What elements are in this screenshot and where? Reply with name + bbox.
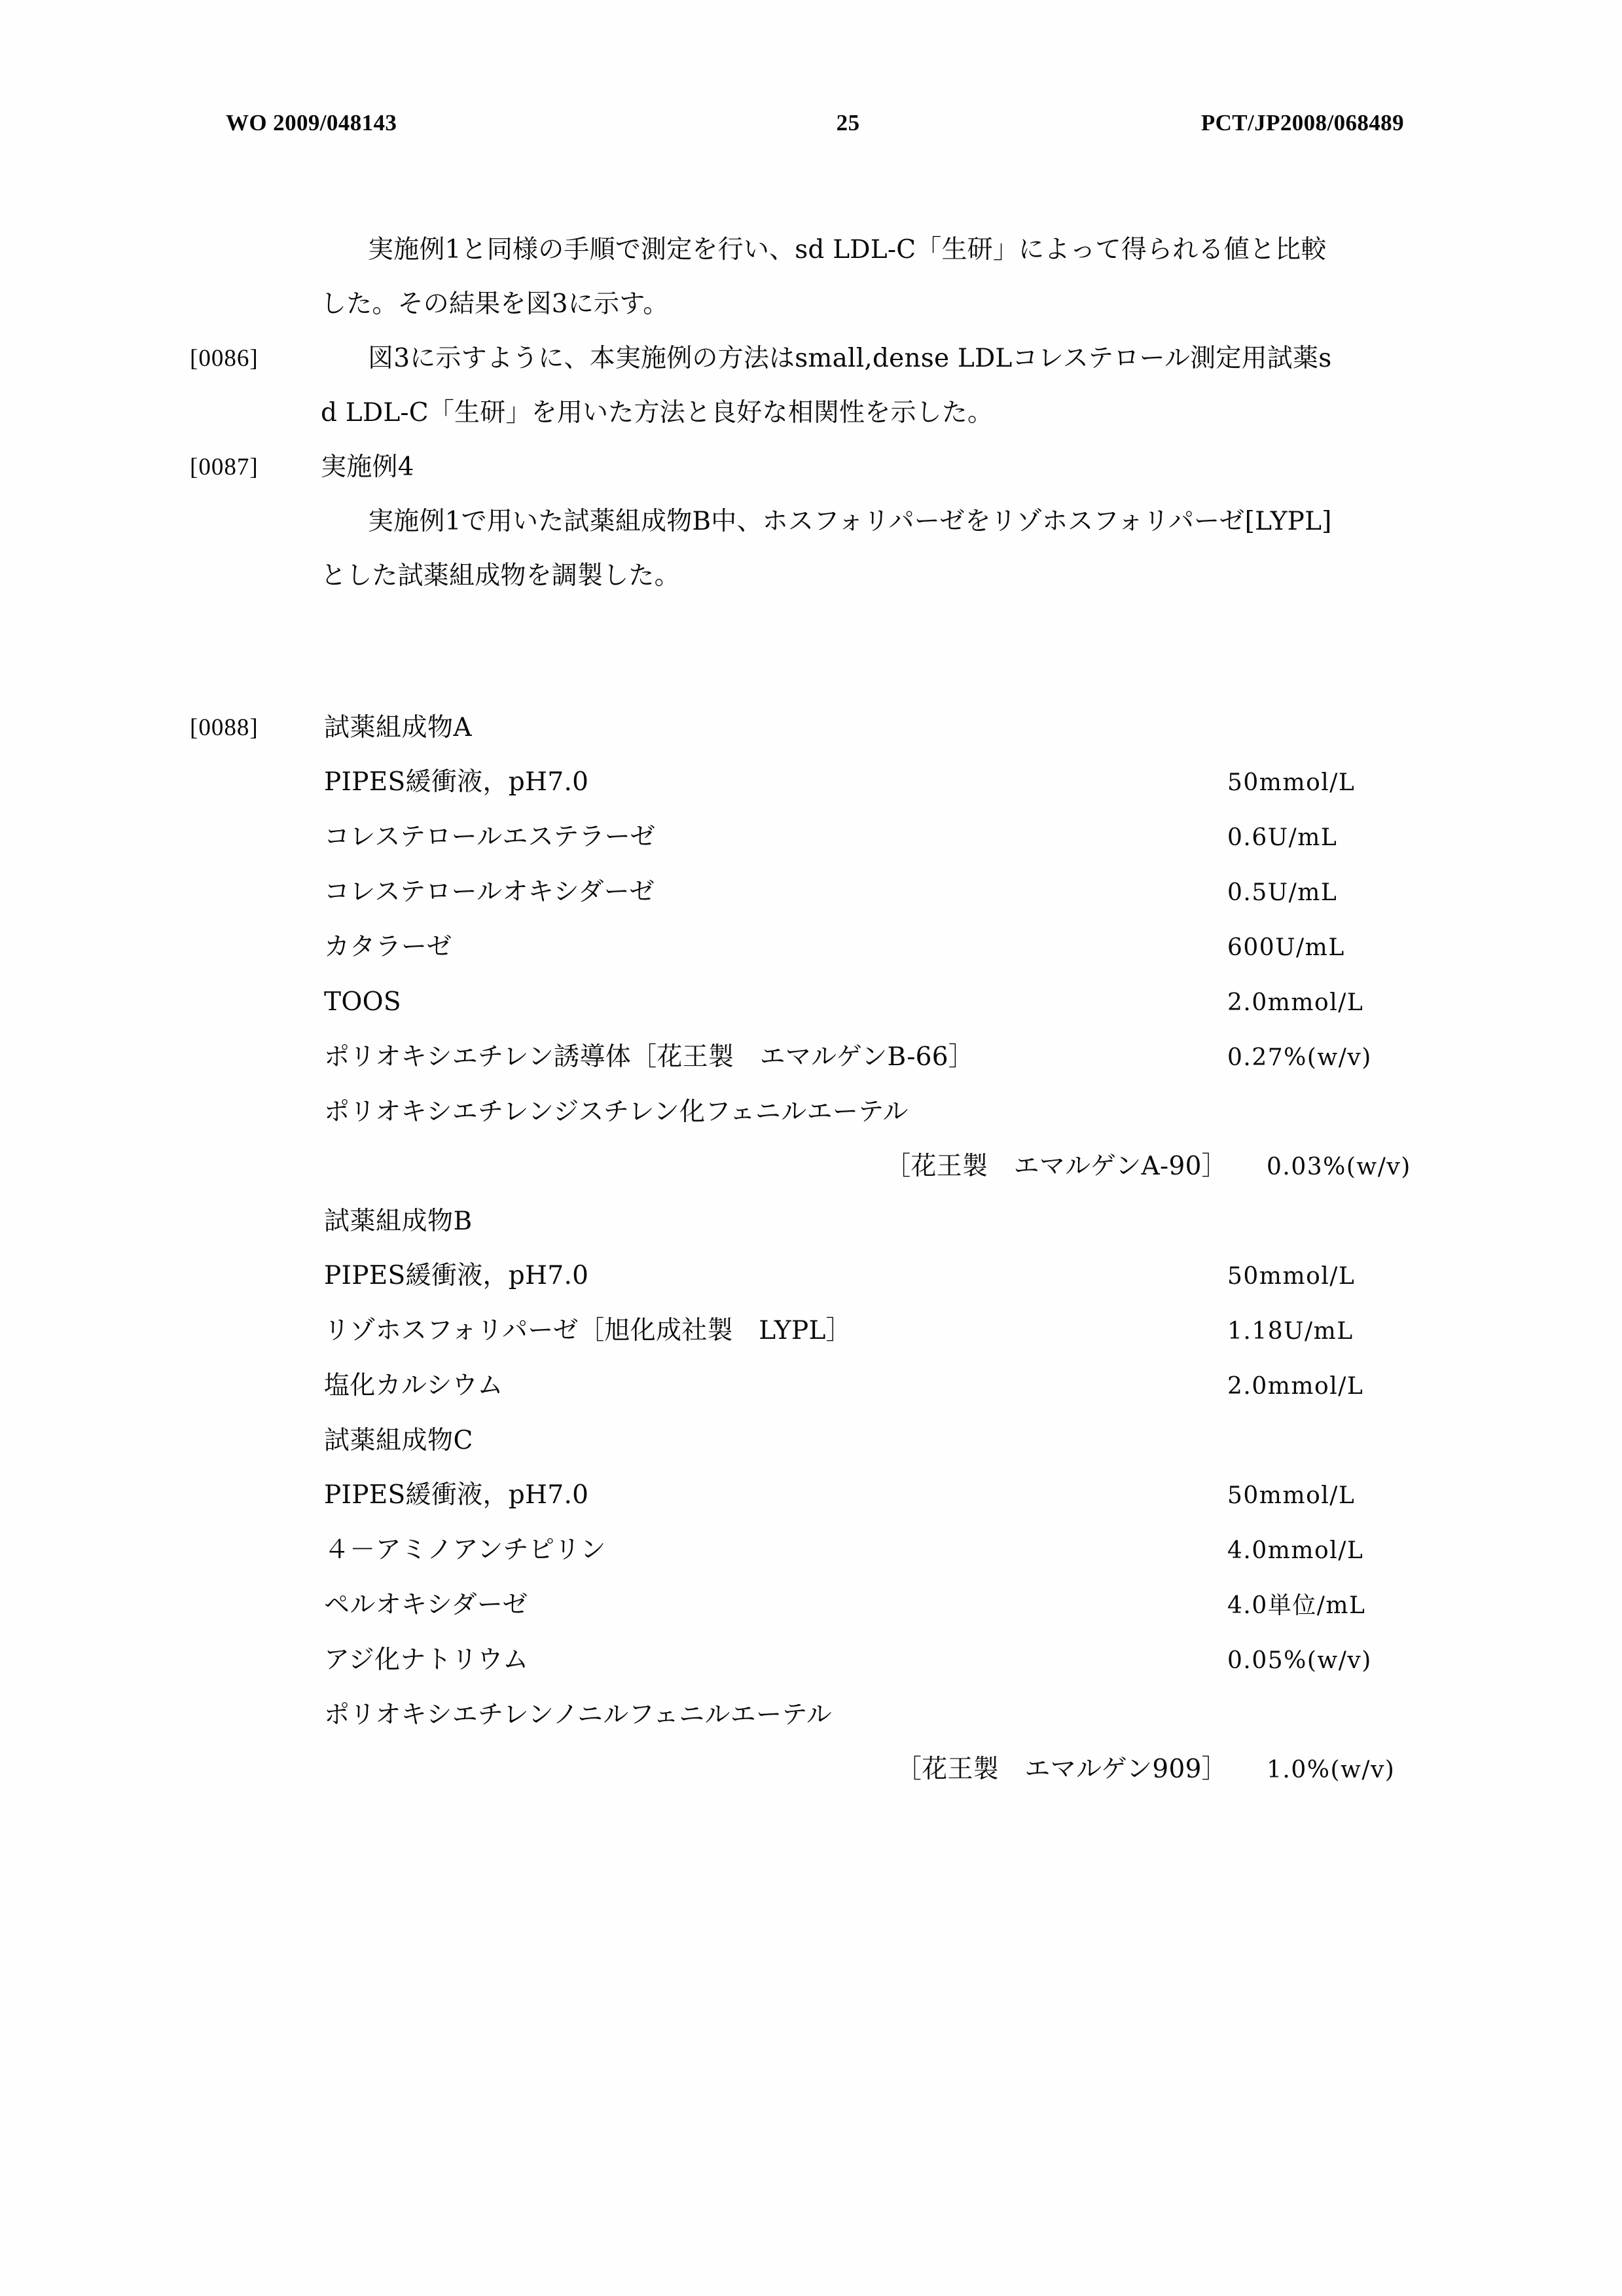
composition-row	[324, 975, 1466, 1030]
composition-component-name: ポリオキシエチレンノニルフェニルエーテル	[324, 1700, 833, 1730]
composition-row	[324, 1742, 1466, 1797]
running-header	[226, 110, 1404, 136]
composition-title: 試薬組成物C	[324, 1426, 473, 1455]
paragraph-0086-number: [0086]	[190, 345, 259, 372]
composition-component-value: 50mmol/L	[1227, 1263, 1356, 1290]
composition-title: 試薬組成物B	[324, 1207, 473, 1236]
composition-component-value: 1.18U/mL	[1227, 1318, 1354, 1345]
composition-component-value: 2.0mmol/L	[1227, 1373, 1364, 1400]
composition-row	[324, 1468, 1466, 1523]
composition-component-name: PIPES緩衝液，pH7.0	[324, 1261, 589, 1290]
page-number: 25	[836, 110, 860, 136]
composition-component-name: PIPES緩衝液，pH7.0	[324, 767, 589, 797]
composition-row	[324, 920, 1466, 975]
paragraph-0087-line-2: 実施例1で用いた試薬組成物B中、ホスフォリパーゼをリゾホスフォリパーゼ[LYPL]	[368, 507, 1332, 536]
composition-component-value: 0.5U/mL	[1227, 879, 1338, 906]
paragraph-0087	[190, 440, 1447, 603]
composition-row	[324, 1523, 1466, 1578]
composition-component-name: コレステロールオキシダーゼ	[324, 877, 655, 907]
composition-component-name: ４－アミノアンチピリン	[324, 1535, 606, 1565]
composition-component-name: アジ化ナトリウム	[324, 1645, 529, 1675]
composition-row	[324, 810, 1466, 865]
paragraph-0088-number: [0088]	[190, 714, 259, 741]
composition-component-value: 50mmol/L	[1227, 769, 1356, 796]
paragraph-intro-line-1: 実施例1と同様の手順で測定を行い、sd LDL-C「生研」によって得られる値と比較	[368, 235, 1327, 264]
paragraph-0086-line-1: 図3に示すように、本実施例の方法はsmall,dense LDLコレステロール測定用試薬s	[368, 344, 1332, 373]
composition-component-name: ［花王製 エマルゲン909］	[895, 1755, 1227, 1784]
reagent-composition-listing	[190, 701, 1466, 1797]
composition-component-name: ポリオキシエチレン誘導体［花王製 エマルゲンB-66］	[324, 1042, 975, 1072]
composition-rows	[324, 701, 1466, 1797]
composition-component-name: リゾホスフォリパーゼ［旭化成社製 LYPL］	[324, 1316, 852, 1345]
paragraph-0087-line-1: 実施例4	[321, 452, 414, 482]
composition-row	[324, 1633, 1466, 1688]
composition-component-value: 0.03%(w/v)	[1267, 1154, 1411, 1180]
paragraph-0087-line-3: とした試薬組成物を調製した。	[321, 561, 680, 591]
composition-component-name: PIPES緩衝液，pH7.0	[324, 1480, 589, 1510]
paragraph-0086	[190, 331, 1447, 440]
composition-component-name: ポリオキシエチレンジスチレン化フェニルエーテル	[324, 1097, 909, 1127]
composition-row	[324, 1030, 1466, 1085]
composition-row	[324, 755, 1466, 810]
composition-row	[324, 865, 1466, 920]
composition-component-value: 600U/mL	[1227, 934, 1345, 961]
composition-component-value: 2.0mmol/L	[1227, 989, 1364, 1016]
composition-component-value: 4.0単位/mL	[1227, 1592, 1366, 1619]
paragraph-intro-line-2: した。その結果を図3に示す。	[321, 289, 669, 319]
composition-row	[324, 1578, 1466, 1633]
composition-component-name: カタラーゼ	[324, 932, 452, 962]
document-body	[190, 223, 1447, 603]
composition-row	[324, 1085, 1466, 1139]
composition-component-name: ［花王製 エマルゲンA-90］	[885, 1152, 1227, 1181]
composition-row	[324, 1248, 1466, 1303]
composition-row	[324, 1688, 1466, 1742]
composition-component-value: 0.05%(w/v)	[1227, 1647, 1372, 1674]
composition-component-name: 塩化カルシウム	[324, 1371, 503, 1400]
composition-component-name: コレステロールエステラーゼ	[324, 822, 656, 852]
publication-number: WO 2009/048143	[226, 110, 397, 136]
composition-component-value: 0.6U/mL	[1227, 824, 1338, 851]
composition-row	[324, 1303, 1466, 1358]
paragraph-intro	[190, 223, 1447, 331]
application-number: PCT/JP2008/068489	[1200, 110, 1404, 136]
composition-component-name: TOOS	[324, 987, 401, 1017]
paragraph-0086-line-2: d LDL-C「生研」を用いた方法と良好な相関性を示した。	[321, 398, 994, 428]
composition-component-name: ペルオキシダーゼ	[324, 1590, 528, 1620]
composition-component-value: 50mmol/L	[1227, 1482, 1356, 1509]
paragraph-0087-number: [0087]	[190, 454, 259, 481]
composition-row	[324, 1358, 1466, 1413]
composition-title: 試薬組成物A	[324, 713, 473, 742]
composition-row	[324, 1139, 1466, 1194]
composition-component-value: 4.0mmol/L	[1227, 1537, 1364, 1564]
composition-component-value: 0.27%(w/v)	[1227, 1044, 1372, 1071]
composition-component-value: 1.0%(w/v)	[1267, 1757, 1396, 1783]
